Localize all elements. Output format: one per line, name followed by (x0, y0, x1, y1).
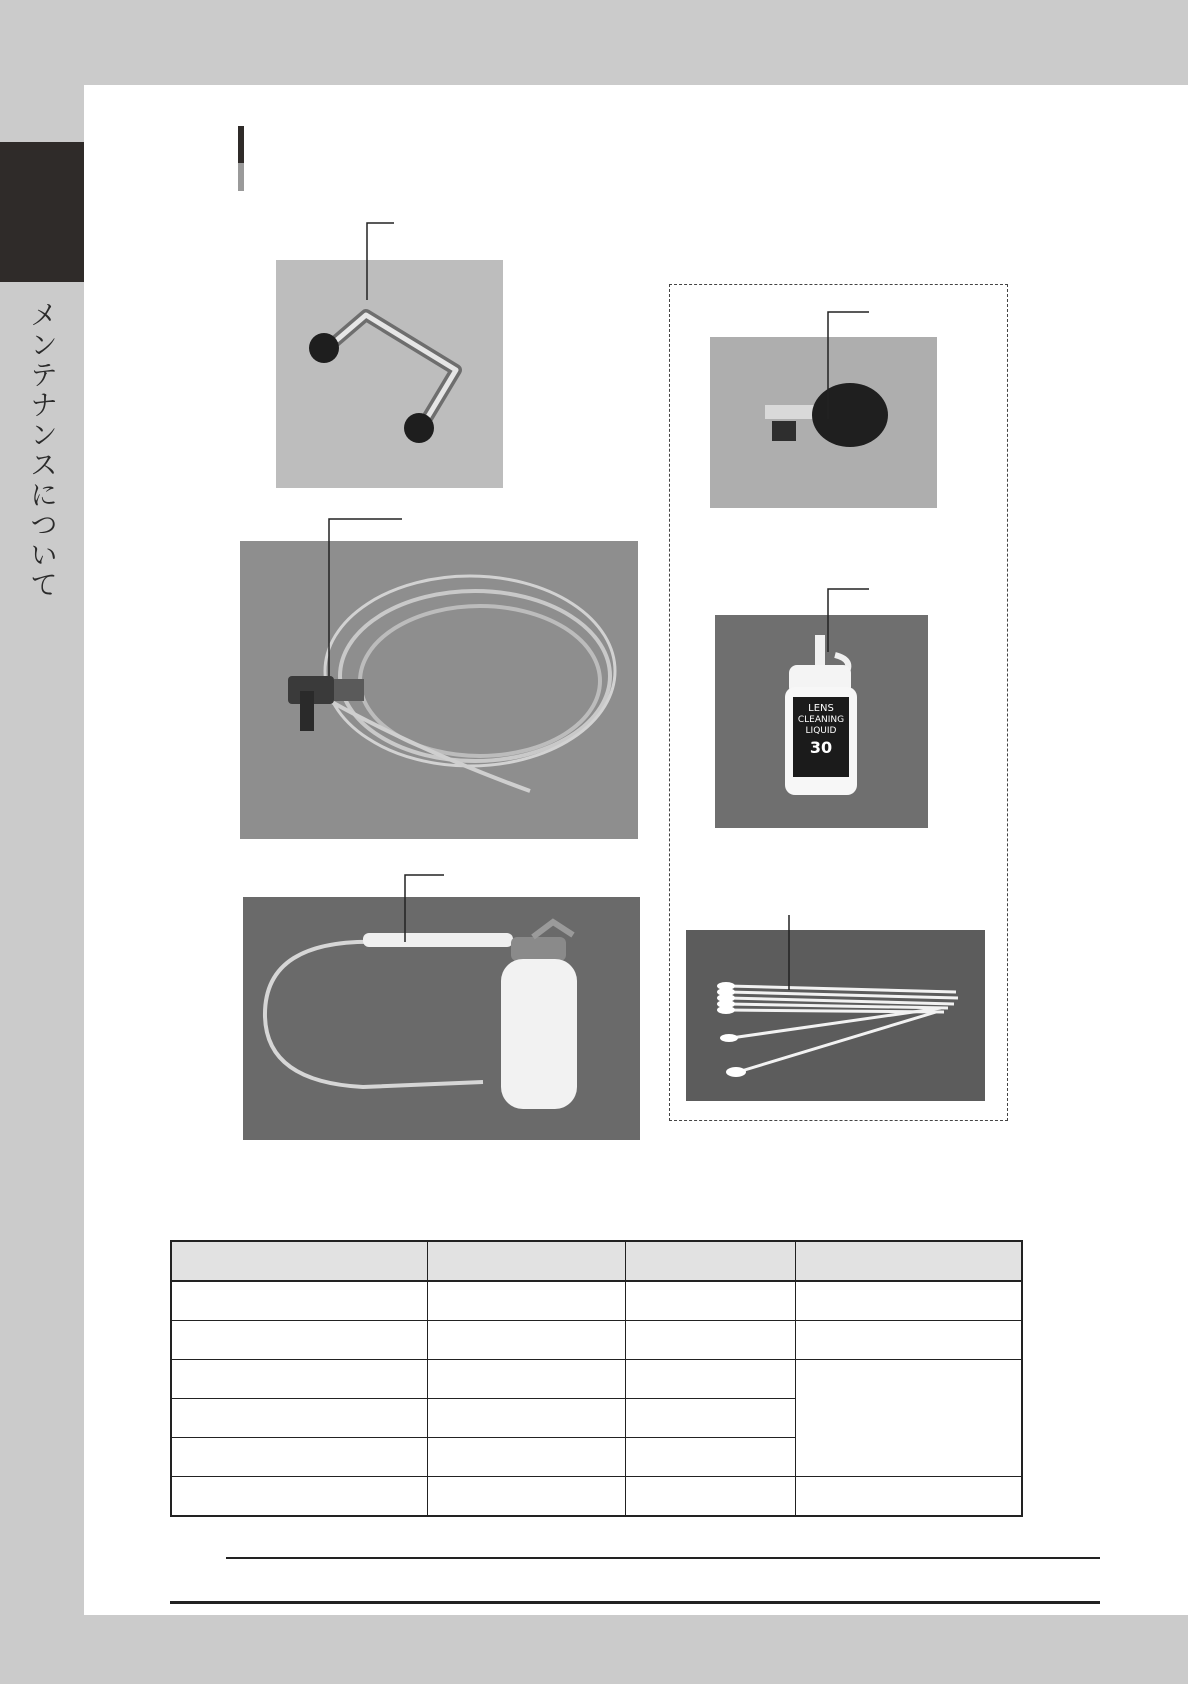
table-cell (427, 1477, 625, 1517)
table-cell (171, 1321, 427, 1360)
table-row (171, 1360, 1022, 1399)
table-header-row (171, 1241, 1022, 1281)
table-cell (625, 1360, 795, 1399)
leader-line-spray (404, 874, 446, 944)
section-tab-marker (0, 142, 84, 282)
table-cell (171, 1281, 427, 1321)
table-cell (625, 1321, 795, 1360)
table-header-cell (171, 1241, 427, 1281)
table-header-cell (795, 1241, 1022, 1281)
table-cell (625, 1438, 795, 1477)
bottle-label-volume: 30 (809, 738, 833, 757)
tube-coil-icon (240, 541, 638, 839)
optional-items-group-box (669, 284, 1008, 1121)
table-cell-merged (795, 1360, 1022, 1477)
table-row (171, 1281, 1022, 1321)
table-cell (625, 1477, 795, 1517)
table-cell (171, 1438, 427, 1477)
bottle-label-line1: LENS (808, 703, 834, 714)
table-cell (625, 1281, 795, 1321)
table-cell (171, 1360, 427, 1399)
table-cell (427, 1360, 625, 1399)
photo-coiled-tube (240, 541, 638, 839)
leader-line-tube (328, 518, 404, 678)
table-cell (427, 1438, 625, 1477)
leader-line-bracket (366, 222, 396, 302)
table-cell (795, 1321, 1022, 1360)
table-row (171, 1321, 1022, 1360)
bottle-label-line2: CLEANING (797, 715, 845, 725)
bottle-label-line3: LIQUID (805, 726, 837, 736)
table-cell (625, 1399, 795, 1438)
divider-rule (226, 1557, 1100, 1559)
parts-table (170, 1240, 1023, 1517)
table-cell (795, 1477, 1022, 1517)
table-cell (171, 1477, 427, 1517)
table-cell (795, 1281, 1022, 1321)
table-cell (427, 1281, 625, 1321)
table-cell (171, 1399, 427, 1438)
footer-rule (170, 1601, 1100, 1604)
heading-marker (238, 126, 244, 191)
table-cell (427, 1321, 625, 1360)
table-row (171, 1477, 1022, 1517)
table-cell (427, 1399, 625, 1438)
table-header-cell (625, 1241, 795, 1281)
table-header-cell (427, 1241, 625, 1281)
section-label: メンテナンスについて (26, 300, 59, 600)
